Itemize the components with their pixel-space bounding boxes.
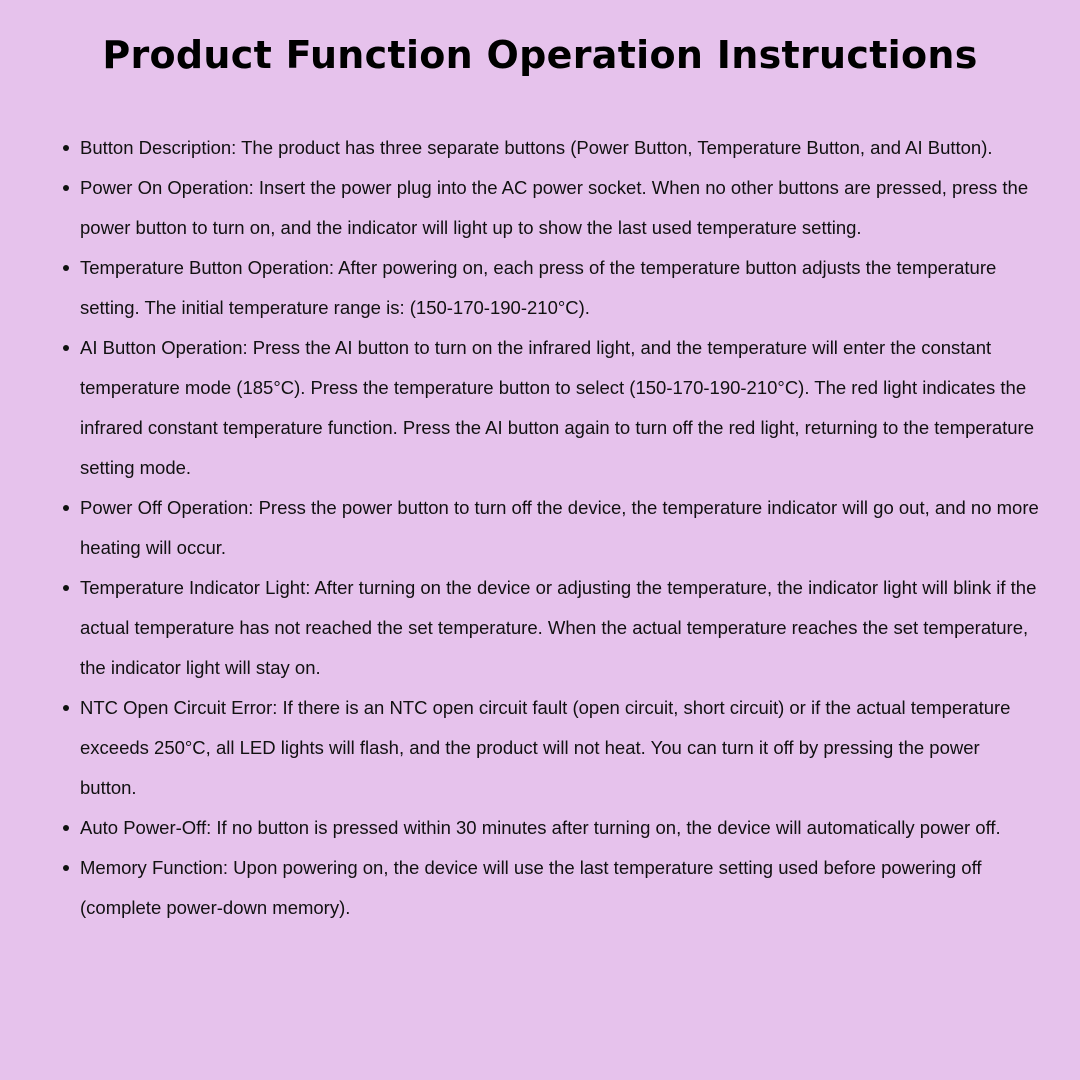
- instruction-temperature-button: Temperature Button Operation: After powering on, each press of the temperature button adjusts the temperature setting. The initial temperature range is: (150-170-190-210°C).: [80, 248, 1040, 328]
- instruction-memory-function: Memory Function: Upon powering on, the device will use the last temperature setting used before powering off (complete power-down memory).: [80, 848, 1040, 928]
- instruction-ai-button: AI Button Operation: Press the AI button to turn on the infrared light, and the temperature will enter the constant temperature mode (185°C). Press the temperature button to select (150-170-190-210°C). The red light indicates the infrared constant temperature function. Press the AI button again to turn off the red light, returning to the temperature setting mode.: [80, 328, 1040, 488]
- instruction-auto-power-off: Auto Power-Off: If no button is pressed within 30 minutes after turning on, the device will automatically power off.: [80, 808, 1040, 848]
- instruction-ntc-error: NTC Open Circuit Error: If there is an NTC open circuit fault (open circuit, short circuit) or if the actual temperature exceeds 250°C, all LED lights will flash, and the product will not heat. You can turn it off by pressing the power button.: [80, 688, 1040, 808]
- instruction-button-description: Button Description: The product has three separate buttons (Power Button, Temperature Button, and AI Button).: [80, 128, 1040, 168]
- instruction-temperature-indicator: Temperature Indicator Light: After turning on the device or adjusting the temperature, the indicator light will blink if the actual temperature has not reached the set temperature. When the actual temperature reaches the set temperature, the indicator light will stay on.: [80, 568, 1040, 688]
- instruction-power-off: Power Off Operation: Press the power button to turn off the device, the temperature indicator will go out, and no more heating will occur.: [80, 488, 1040, 568]
- instruction-power-on: Power On Operation: Insert the power plug into the AC power socket. When no other buttons are pressed, press the power button to turn on, and the indicator will light up to show the last used temperature setting.: [80, 168, 1040, 248]
- instructions-list: [80, 128, 1040, 928]
- page-title: Product Function Operation Instructions: [102, 33, 978, 77]
